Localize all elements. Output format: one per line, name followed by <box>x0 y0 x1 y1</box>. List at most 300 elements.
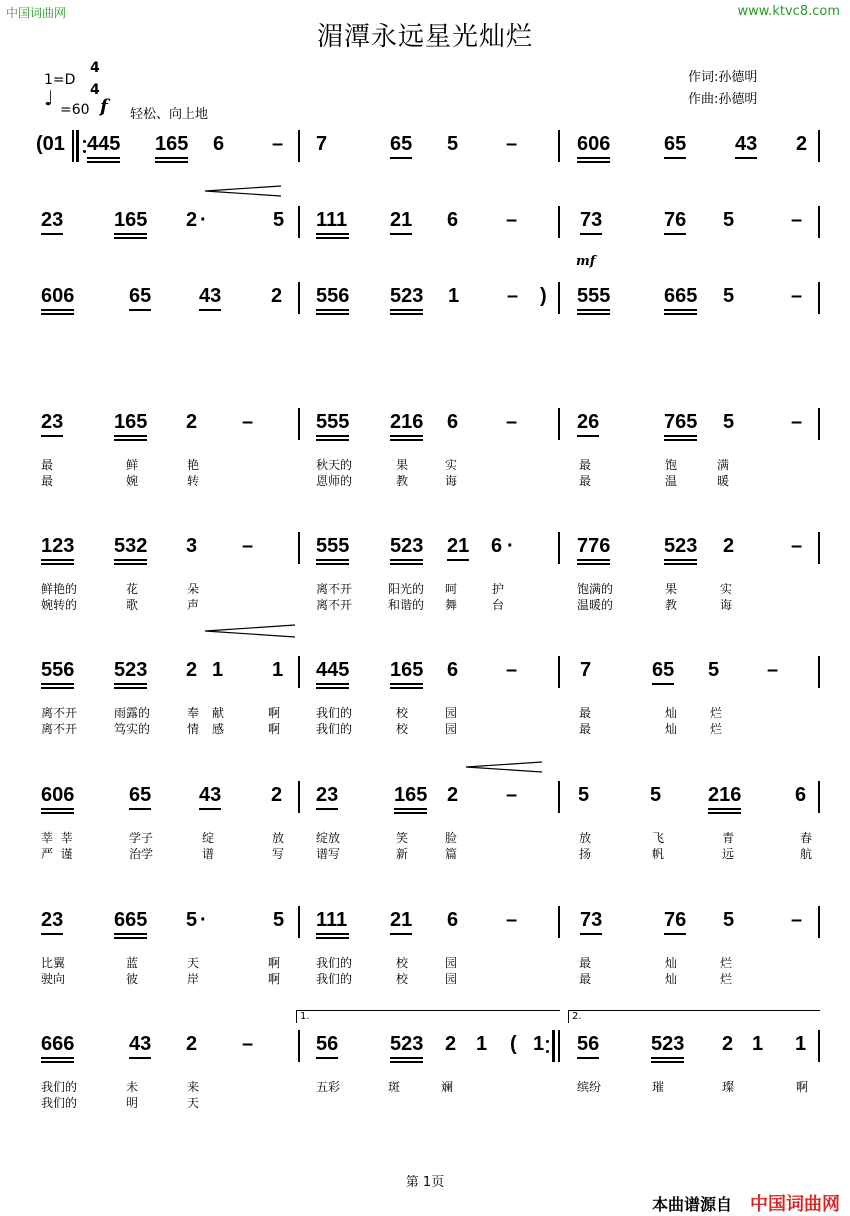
note-group: – <box>507 285 519 307</box>
note-underline <box>394 808 427 810</box>
note-underline <box>316 233 349 235</box>
lyric-verse-2: 笃实的 <box>114 722 151 736</box>
lyric-verse-1: 实 <box>445 458 458 472</box>
note-group: 65 <box>390 133 413 155</box>
note-group: 43 <box>129 1033 152 1055</box>
lyric-verse-1: 来 <box>187 1080 200 1094</box>
note-underline <box>316 309 349 311</box>
barline <box>298 781 300 813</box>
note-underline-2 <box>390 687 423 689</box>
watermark-left: 中国词曲网 <box>6 6 67 20</box>
barline <box>818 906 820 938</box>
note-underline <box>41 309 74 311</box>
lyric-verse-2: 情 <box>187 722 200 736</box>
note-underline <box>577 1057 599 1059</box>
lyric-verse-2: 教 <box>396 474 409 488</box>
note-group: 5 <box>447 133 459 155</box>
note-group: 123 <box>41 535 75 557</box>
barline <box>558 408 560 440</box>
note-group: 65 <box>129 784 152 806</box>
lyric-verse-1: 璀 <box>652 1080 665 1094</box>
note-group: 6 <box>491 535 503 557</box>
barline <box>298 408 300 440</box>
note-group: 23 <box>41 411 64 433</box>
note-group: 532 <box>114 535 148 557</box>
lyric-verse-2: 我们的 <box>316 722 353 736</box>
note-underline-2 <box>114 563 147 565</box>
note-group: 26 <box>577 411 600 433</box>
lyric-verse-1: 雨露的 <box>114 706 151 720</box>
note-group: 6 <box>447 209 459 231</box>
note-group: – <box>242 535 254 557</box>
note-underline <box>316 1057 338 1059</box>
note-underline <box>316 435 349 437</box>
note-group: 65 <box>664 133 687 155</box>
barline <box>558 906 560 938</box>
note-group: 5 <box>578 784 590 806</box>
lyric-verse-2: 灿 <box>665 972 678 986</box>
barline <box>558 781 560 813</box>
note-group: 2 <box>796 133 808 155</box>
lyric-verse-1: 朵 <box>187 582 200 596</box>
note-group: 76 <box>664 909 687 931</box>
note-underline <box>580 933 602 935</box>
lyric-verse-1: 满 <box>717 458 730 472</box>
note-underline <box>155 157 188 159</box>
note-group: 6 <box>447 659 459 681</box>
note-underline <box>664 559 697 561</box>
note-group: 665 <box>114 909 148 931</box>
lyric-verse-2: 园 <box>445 722 458 736</box>
note-group: 523 <box>114 659 148 681</box>
note-underline <box>129 808 151 810</box>
note-underline <box>390 559 423 561</box>
composer: 作曲:孙德明 <box>688 92 758 107</box>
note-group: 555 <box>577 285 611 307</box>
note-group: 165 <box>114 209 148 231</box>
barline <box>298 656 300 688</box>
lyric-verse-1: 最 <box>579 706 592 720</box>
watermark-right: www.ktvc8.com <box>737 4 840 19</box>
lyric-verse-2: 航 <box>800 847 813 861</box>
note-group: 606 <box>577 133 611 155</box>
note-underline-2 <box>41 687 74 689</box>
note-underline <box>316 933 349 935</box>
lyric-verse-2: 温暖的 <box>577 598 614 612</box>
note-group: 165 <box>114 411 148 433</box>
tempo: =60 <box>60 102 90 118</box>
volta-second-ending: 2. <box>568 1010 820 1023</box>
note-group: 1 <box>795 1033 807 1055</box>
note-group: 65 <box>652 659 675 681</box>
lyric-verse-2: 严 谨 <box>41 847 73 861</box>
lyric-verse-1: 比翼 <box>41 956 66 970</box>
note-underline <box>199 808 221 810</box>
crescendo-hairpin-2 <box>466 760 542 774</box>
lyric-verse-2: 灿 <box>665 722 678 736</box>
barline <box>818 206 820 238</box>
time-signature-top: 4 <box>90 60 100 76</box>
note-group: 5 <box>723 411 735 433</box>
lyric-verse-1: 烂 <box>720 956 733 970</box>
barline <box>818 656 820 688</box>
lyric-verse-1: 未 <box>126 1080 139 1094</box>
lyric-verse-1: 花 <box>126 582 139 596</box>
note-group: 7 <box>580 659 592 681</box>
note-underline <box>390 683 423 685</box>
barline <box>818 1030 820 1062</box>
note-group: 165 <box>394 784 428 806</box>
note-group: 43 <box>199 784 222 806</box>
lyric-verse-2: 转 <box>187 474 200 488</box>
note-underline <box>41 808 74 810</box>
lyric-verse-1: 缤纷 <box>577 1080 602 1094</box>
lyric-verse-2: 婉转的 <box>41 598 78 612</box>
note-underline-2 <box>316 237 349 239</box>
note-group: – <box>506 411 518 433</box>
note-underline <box>390 157 412 159</box>
note-group: 3 <box>186 535 198 557</box>
lyric-verse-1: 果 <box>665 582 678 596</box>
lyric-verse-1: 啊 <box>796 1080 809 1094</box>
lyric-verse-2: 园 <box>445 972 458 986</box>
lyric-verse-1: 实 <box>720 582 733 596</box>
lyric-verse-1: 放 <box>579 831 592 845</box>
barline <box>558 130 560 162</box>
note-underline-2 <box>41 1061 74 1063</box>
lyric-verse-1: 灿 <box>665 706 678 720</box>
note-group: – <box>791 411 803 433</box>
time-signature-bottom: 4 <box>90 82 100 98</box>
lyric-verse-2: 教 <box>665 598 678 612</box>
note-group: 555 <box>316 411 350 433</box>
note-group: 2 <box>186 209 198 231</box>
note-group: 606 <box>41 784 75 806</box>
source-label: 本曲谱源自 <box>651 1195 732 1214</box>
note-underline-2 <box>316 439 349 441</box>
note-group: 2 <box>445 1033 457 1055</box>
lyric-verse-2: 明 <box>126 1096 139 1110</box>
repeat-bar-thick <box>552 1030 555 1062</box>
note-group: 21 <box>390 209 413 231</box>
lyric-verse-2: 彼 <box>126 972 139 986</box>
barline <box>818 282 820 314</box>
note-group: 23 <box>41 209 64 231</box>
lyric-verse-1: 校 <box>396 706 409 720</box>
barline <box>818 130 820 162</box>
lyric-verse-2: 我们的 <box>316 972 353 986</box>
note-underline <box>664 933 686 935</box>
note-underline <box>577 559 610 561</box>
note-group: 1 <box>448 285 460 307</box>
lyricist: 作词:孙德明 <box>688 70 758 85</box>
note-underline-2 <box>87 161 120 163</box>
note-group: 6 <box>213 133 225 155</box>
lyric-verse-1: 我们的 <box>316 706 353 720</box>
note-underline <box>41 933 63 935</box>
note-group: 523 <box>390 285 424 307</box>
lyric-verse-1: 献 <box>212 706 225 720</box>
note-underline-2 <box>390 1061 423 1063</box>
lyric-verse-2: 写 <box>272 847 285 861</box>
note-underline <box>390 309 423 311</box>
note-group: 5 <box>708 659 720 681</box>
note-underline <box>41 1057 74 1059</box>
note-group: 56 <box>577 1033 600 1055</box>
note-group: (01 <box>36 133 65 155</box>
lyric-verse-2: 治学 <box>129 847 154 861</box>
note-group: 5 <box>273 909 285 931</box>
song-title: 湄潭永远星光灿烂 <box>316 22 533 52</box>
note-underline-2 <box>316 313 349 315</box>
decrescendo-hairpin <box>205 624 295 638</box>
note-underline <box>316 808 338 810</box>
lyric-verse-2: 校 <box>396 722 409 736</box>
note-group: – <box>791 285 803 307</box>
barline <box>298 206 300 238</box>
note-group: 523 <box>664 535 698 557</box>
lyric-verse-2: 天 <box>187 1096 200 1110</box>
note-group: 73 <box>580 909 603 931</box>
barline <box>558 532 560 564</box>
note-group: 2 <box>271 784 283 806</box>
lyric-verse-1: 斑 <box>388 1080 401 1094</box>
note-group: 1 <box>476 1033 488 1055</box>
lyric-verse-1: 绽 <box>202 831 215 845</box>
note-underline-2 <box>316 563 349 565</box>
note-group: 73 <box>580 209 603 231</box>
lyric-verse-1: 学子 <box>129 831 154 845</box>
note-group: 21 <box>390 909 413 931</box>
note-underline <box>577 309 610 311</box>
barline <box>818 408 820 440</box>
lyric-verse-2: 暖 <box>717 474 730 488</box>
note-group: 6 <box>795 784 807 806</box>
lyric-verse-2: 校 <box>396 972 409 986</box>
note-underline <box>664 435 697 437</box>
lyric-verse-1: 艳 <box>187 458 200 472</box>
lyric-verse-1: 啊 <box>268 956 281 970</box>
lyric-verse-1: 奉 <box>187 706 200 720</box>
note-group: ) <box>540 285 547 307</box>
lyric-verse-1: 飞 <box>652 831 665 845</box>
note-group: 776 <box>577 535 611 557</box>
note-underline-2 <box>155 161 188 163</box>
note-underline-2 <box>114 439 147 441</box>
lyric-verse-2: 扬 <box>579 847 592 861</box>
note-group: 445 <box>316 659 350 681</box>
note-underline-2 <box>664 439 697 441</box>
note-group: 23 <box>316 784 339 806</box>
lyric-verse-1: 笑 <box>396 831 409 845</box>
note-group: – <box>272 133 284 155</box>
note-group: 43 <box>199 285 222 307</box>
note-underline-2 <box>114 687 147 689</box>
note-underline <box>41 559 74 561</box>
lyric-verse-1: 放 <box>272 831 285 845</box>
note-underline-2 <box>708 812 741 814</box>
note-underline-2 <box>577 161 610 163</box>
lyric-verse-1: 绽放 <box>316 831 341 845</box>
note-group: – <box>506 659 518 681</box>
lyric-verse-2: 恩师的 <box>316 474 353 488</box>
note-underline-2 <box>664 313 697 315</box>
note-group: – <box>506 784 518 806</box>
note-underline <box>390 1057 423 1059</box>
page-number: 第 1页 <box>405 1175 445 1190</box>
note-underline-2 <box>651 1061 684 1063</box>
note-underline-2 <box>114 937 147 939</box>
note-group: 556 <box>316 285 350 307</box>
barline <box>298 906 300 938</box>
lyric-verse-2: 帆 <box>652 847 665 861</box>
note-group: 1 <box>212 659 224 681</box>
note-underline <box>41 435 63 437</box>
note-group: 111 <box>316 909 348 931</box>
lyric-verse-2: 最 <box>41 474 54 488</box>
note-group: 555 <box>316 535 350 557</box>
note-group: – <box>242 411 254 433</box>
lyric-verse-1: 脸 <box>445 831 458 845</box>
note-underline-2 <box>390 313 423 315</box>
barline <box>298 532 300 564</box>
barline <box>818 781 820 813</box>
note-underline <box>664 233 686 235</box>
note-underline <box>577 157 610 159</box>
note-underline-2 <box>577 563 610 565</box>
note-underline-2 <box>316 687 349 689</box>
lyric-verse-1: 春 <box>800 831 813 845</box>
note-group: 1 <box>272 659 284 681</box>
lyric-verse-2: 台 <box>492 598 505 612</box>
barline <box>558 206 560 238</box>
lyric-verse-1: 鲜艳的 <box>41 582 78 596</box>
note-group: 2 <box>447 784 459 806</box>
barline <box>558 1030 560 1062</box>
note-underline <box>664 309 697 311</box>
lyric-verse-1: 果 <box>396 458 409 472</box>
repeat-dot <box>83 150 86 153</box>
barline <box>298 130 300 162</box>
lyric-verse-1: 灿 <box>665 956 678 970</box>
barline <box>298 282 300 314</box>
lyric-verse-1: 我们的 <box>41 1080 78 1094</box>
lyric-verse-2: 驶向 <box>41 972 66 986</box>
note-underline <box>390 233 412 235</box>
lyric-verse-1: 校 <box>396 956 409 970</box>
note-group: 165 <box>155 133 189 155</box>
note-group: – <box>791 909 803 931</box>
note-underline <box>114 933 147 935</box>
note-group: 21 <box>447 535 470 557</box>
note-group: 7 <box>316 133 328 155</box>
lyric-verse-1: 蓝 <box>126 956 139 970</box>
note-underline <box>316 683 349 685</box>
lyric-verse-2: 最 <box>579 722 592 736</box>
note-underline <box>577 435 599 437</box>
note-underline <box>316 559 349 561</box>
lyric-verse-1: 园 <box>445 956 458 970</box>
lyric-verse-1: 天 <box>187 956 200 970</box>
lyric-verse-2: 烂 <box>710 722 723 736</box>
dynamic-mezzo-forte: mf <box>576 254 596 269</box>
note-group: 2 <box>186 411 198 433</box>
note-group: 2 <box>186 1033 198 1055</box>
note-underline <box>447 559 469 561</box>
volta-first-ending: 1. <box>296 1010 560 1023</box>
note-underline-2 <box>41 812 74 814</box>
note-group: 165 <box>390 659 424 681</box>
lyric-verse-2: 温 <box>665 474 678 488</box>
lyric-verse-2: 啊 <box>268 972 281 986</box>
note-underline <box>87 157 120 159</box>
note-group: 666 <box>41 1033 75 1055</box>
note-underline-2 <box>390 439 423 441</box>
note-group: 5 <box>273 209 285 231</box>
lyric-verse-2: 最 <box>579 972 592 986</box>
lyric-verse-1: 烂 <box>710 706 723 720</box>
lyric-verse-1: 最 <box>579 458 592 472</box>
note-group: 76 <box>664 209 687 231</box>
lyric-verse-1: 护 <box>492 582 505 596</box>
lyric-verse-2: 我们的 <box>41 1096 78 1110</box>
note-group: 765 <box>664 411 698 433</box>
note-underline-2 <box>664 563 697 565</box>
source-site-logo: 中国词曲网 <box>750 1194 840 1215</box>
note-group: 665 <box>664 285 698 307</box>
note-group: · <box>200 209 207 231</box>
note-underline <box>129 1057 151 1059</box>
note-group: 56 <box>316 1033 339 1055</box>
lyric-verse-1: 饱满的 <box>577 582 614 596</box>
lyric-verse-1: 离不开 <box>316 582 353 596</box>
repeat-bar <box>72 130 74 162</box>
lyric-verse-2: 啊 <box>268 722 281 736</box>
note-underline <box>114 233 147 235</box>
repeat-bar-thick <box>76 130 79 162</box>
lyric-verse-1: 饱 <box>665 458 678 472</box>
lyric-verse-1: 最 <box>579 956 592 970</box>
barline <box>818 532 820 564</box>
note-group: 111 <box>316 209 348 231</box>
note-group: 65 <box>129 285 152 307</box>
lyric-verse-1: 啊 <box>268 706 281 720</box>
note-group: 1 <box>752 1033 764 1055</box>
lyric-verse-1: 五彩 <box>316 1080 341 1094</box>
note-group: 23 <box>41 909 64 931</box>
lyric-verse-1: 阳光的 <box>388 582 425 596</box>
note-group: 6 <box>447 909 459 931</box>
lyric-verse-2: 谱写 <box>316 847 341 861</box>
note-group: – <box>767 659 779 681</box>
note-group: 5 <box>186 909 198 931</box>
note-underline-2 <box>394 812 427 814</box>
note-group: ( <box>510 1033 517 1055</box>
note-underline <box>651 1057 684 1059</box>
note-group: 216 <box>390 411 424 433</box>
note-underline-2 <box>390 563 423 565</box>
note-underline-2 <box>114 237 147 239</box>
note-group: – <box>506 133 518 155</box>
lyric-verse-1: 呵 <box>445 582 458 596</box>
note-underline <box>708 808 741 810</box>
note-group: 6 <box>447 411 459 433</box>
lyric-verse-2: 和谐的 <box>388 598 425 612</box>
note-group: 2 <box>723 535 735 557</box>
note-group: – <box>791 209 803 231</box>
lyric-verse-2: 诲 <box>720 598 733 612</box>
note-underline-2 <box>41 563 74 565</box>
